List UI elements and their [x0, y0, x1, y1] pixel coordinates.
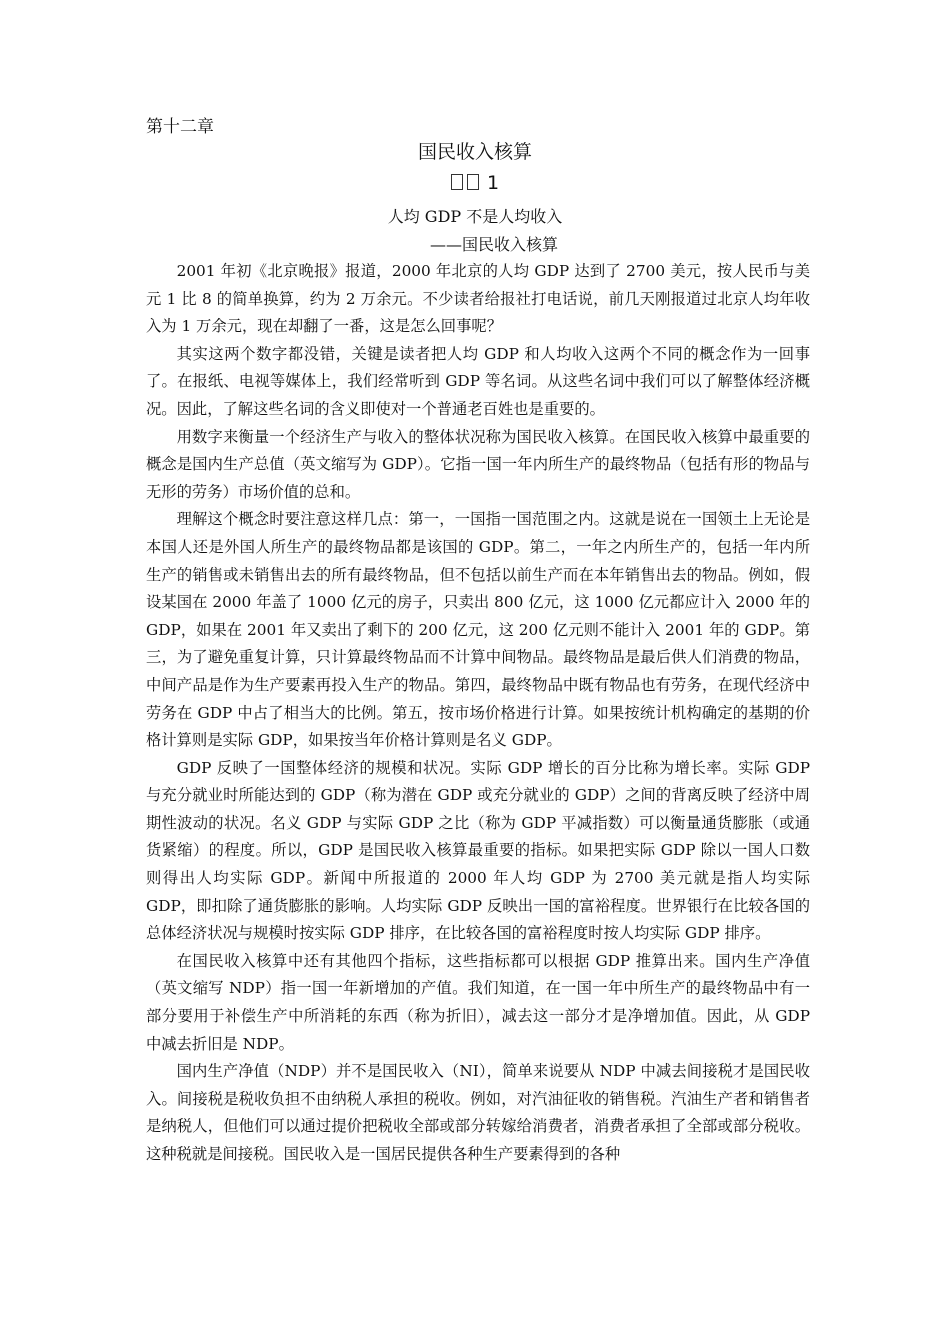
paragraph: 2001 年初《北京晚报》报道，2000 年北京的人均 GDP 达到了 2700 美元，按人民币与美元 1 比 8 的简单换算，约为 2 万余元。不少读者给报社打电话说，前几天刚报道过北京人均年收入为 1 万余元，现在却翻了一番，这是怎么回事呢？	[146, 262, 810, 336]
missing-glyph-icon	[451, 174, 463, 190]
paragraph: 理解这个概念时要注意这样几点：第一，一国指一国范围之内。这就是说在一国领土上无论是本国人还是外国人所生产的最终物品都是该国的 GDP。第二，一年之内所生产的，包括一年内所生产的销售或未销售出去的所有最终物品，但不包括以前生产而在本年销售出去的物品。例如，假设某国在 2000 年盖了 1000 亿元的房子，只卖出 800 亿元，这 1000 亿元都应计入 2000 年的 GDP，如果在 2001 年又卖出了剩下的 200 亿元，这 200 亿元则不能计入 2001 年的 GDP。第三，为了避免重复计算，只计算最终物品而不计算中间物品。最终物品是最后供人们消费的物品，中间产品是作为生产要素再投入生产的物品。第四，最终物品中既有物品也有劳务，在现代经济中劳务在 GDP 中占了相当大的比例。第五，按市场价格进行计算。如果按统计机构确定的基期的价格计算则是实际 GDP，如果按当年价格计算则是名义 GDP。	[146, 510, 810, 750]
paragraph: GDP 反映了一国整体经济的规模和状况。实际 GDP 增长的百分比称为增长率。实际 GDP 与充分就业时所能达到的 GDP（称为潜在 GDP 或充分就业的 GDP）之间的背离反映了经济中周期性波动的状况。名义 GDP 与实际 GDP 之比（称为 GDP 平减指数）可以衡量通货膨胀（或通货紧缩）的程度。所以，GDP 是国民收入核算最重要的指标。如果把实际 GDP 除以一国人口数则得出人均实际 GDP。新闻中所报道的 2000 年人均 GDP 为 2700 美元就是指人均实际 GDP，即扣除了通货膨胀的影响。人均实际 GDP 反映出一国的富裕程度。世界银行在比较各国的总体经济状况与规模时按实际 GDP 排序，在比较各国的富裕程度时按人均实际 GDP 排序。	[146, 758, 810, 943]
article-subtitle: 人均 GDP 不是人均收入	[387, 207, 563, 226]
case-label	[0, 170, 950, 196]
paragraph: 其实这两个数字都没错，关键是读者把人均 GDP 和人均收入这两个不同的概念作为一回事了。在报纸、电视等媒体上，我们经常听到 GDP 等名词。从这些名词中我们可以了解整体经济概况。因此，了解这些名词的含义即使对一个普通老百姓也是重要的。	[146, 344, 810, 418]
chapter-heading: 第十二章	[146, 117, 214, 137]
case-number: 1	[486, 172, 500, 194]
missing-glyph-icon	[467, 174, 479, 190]
paragraph: 国内生产净值（NDP）并不是国民收入（NI），简单来说要从 NDP 中减去间接税才是国民收入。间接税是税收负担不由纳税人承担的税收。例如，对汽油征收的销售税。汽油生产者和销售者是纳税人，但他们可以通过提价把税收全部或部分转嫁给消费者，消费者承担了全部或部分税收。这种税就是间接税。国民收入是一国居民提供各种生产要素得到的各种	[146, 1062, 810, 1163]
page-title: 国民收入核算	[417, 141, 532, 163]
article-body	[146, 258, 810, 1169]
article-byline: ——国民收入核算	[430, 235, 559, 254]
paragraph: 在国民收入核算中还有其他四个指标，这些指标都可以根据 GDP 推算出来。国内生产净值（英文缩写 NDP）指一国一年新增加的产值。我们知道，在一国一年中所生产的最终物品中有一部分要用于补偿生产中所消耗的东西（称为折旧），减去这一部分才是净增加值。因此，从 GDP 中减去折旧是 NDP。	[146, 951, 810, 1053]
paragraph: 用数字来衡量一个经济生产与收入的整体状况称为国民收入核算。在国民收入核算中最重要的概念是国内生产总值（英文缩写为 GDP）。它指一国一年内所生产的最终物品（包括有形的物品与无形的劳务）市场价值的总和。	[146, 427, 810, 501]
